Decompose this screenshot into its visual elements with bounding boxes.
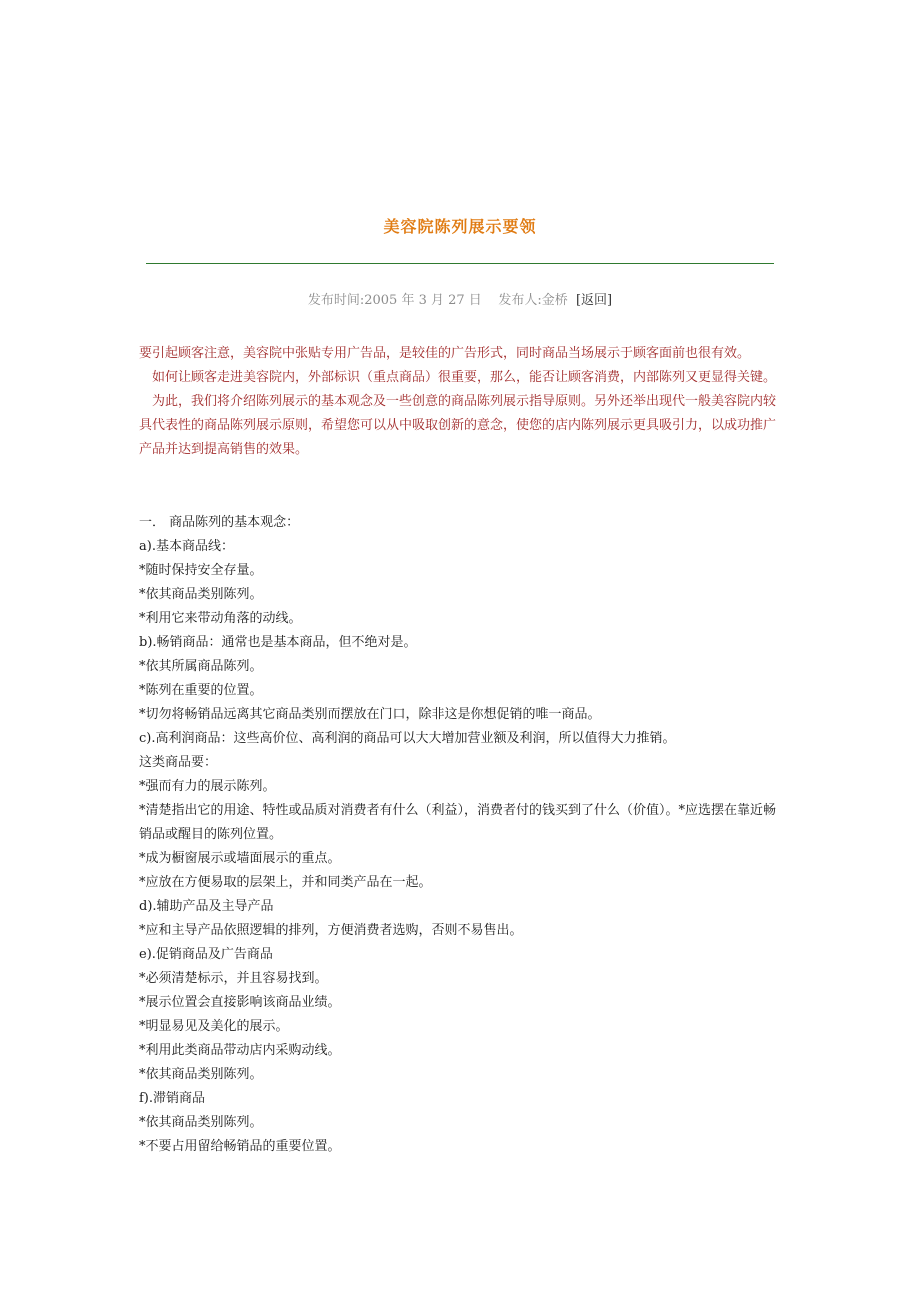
publisher: 发布人:金桥 <box>498 293 568 308</box>
subsection-heading: b).畅销商品：通常也是基本商品，但不绝对是。 <box>139 635 417 650</box>
list-item: 这类商品要： <box>139 755 218 770</box>
intro-paragraph: 如何让顾客走进美容院内，外部标识（重点商品）很重要，那么，能否让顾客消费，内部陈列又更显得关键。 <box>152 370 777 385</box>
list-item: *强而有力的展示陈列。 <box>139 779 276 794</box>
list-item: *成为橱窗展示或墙面展示的重点。 <box>139 851 341 866</box>
list-item: *切勿将畅销品远离其它商品类别而摆放在门口，除非这是你想促销的唯一商品。 <box>139 707 601 722</box>
intro-paragraph: 为此，我们将介绍陈列展示的基本观念及一些创意的商品陈列展示指导原则。另外还举出现代一般美容院内较具代表性的商品陈列展示原则，希望您可以从中吸取创新的意念，使您的店内陈列展示更具吸引力，以成功推广产品并达到提高销售的效果。 <box>139 394 777 457</box>
list-item: *展示位置会直接影响该商品业绩。 <box>139 995 341 1010</box>
list-item: *必须清楚标示，并且容易找到。 <box>139 971 328 986</box>
section-heading: 一． 商品陈列的基本观念： <box>139 515 300 530</box>
list-item: *不要占用留给畅销品的重要位置。 <box>139 1139 341 1154</box>
list-item: *清楚指出它的用途、特性或品质对消费者有什么（利益），消费者付的钱买到了什么（价值）。*应选摆在靠近畅销品或醒目的陈列位置。 <box>139 803 777 842</box>
display-concepts-list <box>139 511 781 1159</box>
list-item: *应放在方便易取的层架上，并和同类产品在一起。 <box>139 875 432 890</box>
intro-section <box>139 342 781 462</box>
list-item: *利用此类商品带动店内采购动线。 <box>139 1043 341 1058</box>
publish-date: 发布时间:2005 年 3 月 27 日 <box>307 293 482 308</box>
subsection-heading: c).高利润商品：这些高价位、高利润的商品可以大大增加营业额及利润，所以值得大力推销。 <box>139 731 676 746</box>
subsection-heading: e).促销商品及广告商品 <box>139 947 273 962</box>
title-divider <box>146 263 774 264</box>
list-item: *依其商品类别陈列。 <box>139 1067 263 1082</box>
article-meta <box>0 289 920 308</box>
list-item: *利用它来带动角落的动线。 <box>139 611 302 626</box>
list-item: *明显易见及美化的展示。 <box>139 1019 289 1034</box>
list-item: *陈列在重要的位置。 <box>139 683 263 698</box>
subsection-heading: d).辅助产品及主导产品 <box>139 899 274 914</box>
article-title: 美容院陈列展示要领 <box>383 217 537 236</box>
list-item: *依其所属商品陈列。 <box>139 659 263 674</box>
intro-paragraph: 要引起顾客注意，美容院中张贴专用广告品，是较佳的广告形式，同时商品当场展示于顾客面前也很有效。 <box>139 346 751 361</box>
subsection-heading: a).基本商品线： <box>139 539 234 554</box>
list-item: *随时保持安全存量。 <box>139 563 263 578</box>
list-item: *应和主导产品依照逻辑的排列，方便消费者选购，否则不易售出。 <box>139 923 523 938</box>
subsection-heading: f).滞销商品 <box>139 1091 206 1106</box>
list-item: *依其商品类别陈列。 <box>139 587 263 602</box>
back-link[interactable]: [返回] <box>575 293 613 308</box>
list-item: *依其商品类别陈列。 <box>139 1115 263 1130</box>
